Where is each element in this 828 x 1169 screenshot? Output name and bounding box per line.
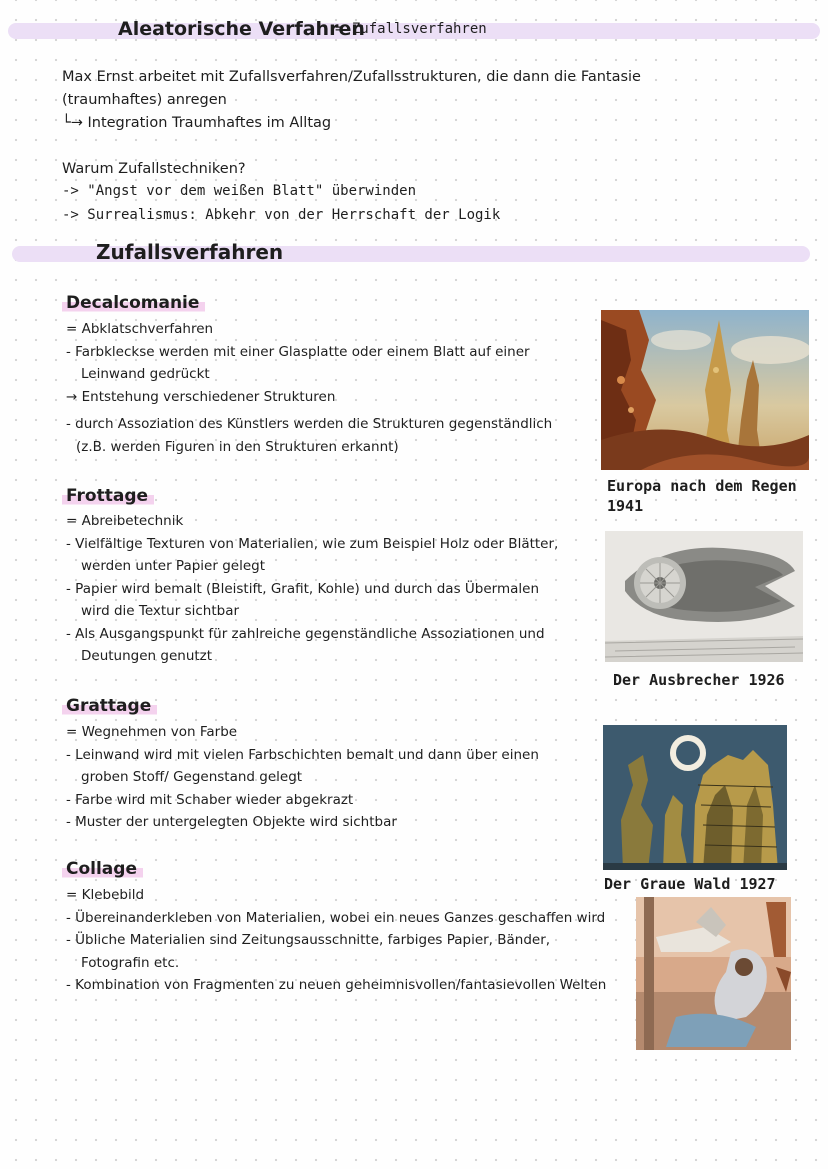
intro-line: (traumhaftes) anregen (62, 92, 227, 108)
list-item: - Übliche Materialien sind Zeitungsausschnitte, farbiges Papier, Bänder, (66, 932, 551, 948)
list-item: werden unter Papier gelegt (81, 558, 266, 574)
list-item: = Klebebild (66, 887, 145, 903)
technique-heading: Grattage (62, 696, 157, 716)
list-item: = Wegnehmen von Farbe (66, 724, 238, 740)
list-item: - Papier wird bemalt (Bleistift, Grafit, Kohle) und durch das Übermalen (66, 580, 540, 597)
page-title: Aleatorische Verfahren (118, 18, 365, 40)
list-item: - Als Ausgangspunkt für zahlreiche gegenständliche Assoziationen und (66, 625, 545, 642)
caption-line: Europa nach dem Regen (607, 477, 797, 495)
artwork-europa-image (601, 310, 809, 470)
caption-line: 1941 (607, 497, 644, 515)
intro-line: └→ Integration Traumhaftes im Alltag (62, 115, 332, 131)
list-item: - Leinwand wird mit vielen Farbschichten bemalt und dann über einen (66, 746, 539, 763)
list-item: - durch Assoziation des Künstlers werden die Strukturen gegenständlich (66, 416, 553, 432)
technique-grattage (62, 696, 157, 716)
technique-decalcomanie (62, 293, 205, 313)
list-item: - Übereinanderkleben von Materialien, wobei ein neues Ganzes geschaffen wird (66, 909, 606, 926)
list-item: Leinwand gedrückt (81, 366, 210, 382)
technique-heading: Decalcomanie (62, 293, 205, 313)
artwork-wald-caption: Der Graue Wald 1927 (604, 875, 776, 893)
list-item: = Abreibetechnik (66, 513, 184, 529)
list-item: → Entstehung verschiedener Strukturen (66, 388, 336, 405)
list-item: wird die Textur sichtbar (81, 603, 240, 619)
section-title: Zufallsverfahren (96, 240, 284, 264)
list-item: - Farbkleckse werden mit einer Glasplatte oder einem Blatt auf einer (66, 343, 530, 360)
technique-frottage (62, 486, 154, 506)
artwork-wald-image (603, 725, 787, 870)
list-item: Fotografin etc. (81, 954, 180, 971)
why-answers (62, 179, 500, 227)
page-subtitle: = Zufallsverfahren (335, 21, 487, 37)
list-item: - Farbe wird mit Schaber wieder abgekrazt (66, 791, 354, 808)
frottage-list (66, 510, 558, 668)
why-question: Warum Zufallstechniken? (62, 161, 246, 177)
list-item: - Vielfältige Texturen von Materialien, wie zum Beispiel Holz oder Blätter, (66, 535, 559, 552)
intro-line: Max Ernst arbeitet mit Zufallsverfahren/Zufallsstrukturen, die dann die Fantasie (62, 69, 641, 85)
list-item: (z.B. werden Figuren in den Strukturen erkannt) (76, 438, 399, 455)
artwork-collage-image (636, 897, 791, 1050)
technique-heading: Frottage (62, 486, 154, 506)
list-item: - Kombination von Fragmenten zu neuen geheimnisvollen/fantasievollen Welten (66, 977, 607, 993)
collage-list (66, 884, 606, 997)
why-answer: -> Surrealismus: Abkehr von der Herrschaft der Logik (62, 207, 501, 223)
grattage-list (66, 721, 539, 834)
list-item: - Muster der untergelegten Objekte wird sichtbar (66, 814, 397, 830)
why-answer: -> "Angst vor dem weißen Blatt" überwinden (62, 183, 417, 199)
list-item: groben Stoff/ Gegenstand gelegt (81, 769, 303, 785)
technique-collage (62, 859, 143, 879)
artwork-europa-caption (607, 476, 797, 516)
intro-block (62, 66, 641, 135)
technique-heading: Collage (62, 859, 143, 879)
list-item: = Abklatschverfahren (66, 321, 214, 337)
decalcomanie-list (66, 318, 552, 458)
list-item: Deutungen genutzt (81, 648, 213, 664)
artwork-ausbrecher-caption: Der Ausbrecher 1926 (613, 671, 785, 689)
artwork-ausbrecher-image (605, 531, 803, 662)
